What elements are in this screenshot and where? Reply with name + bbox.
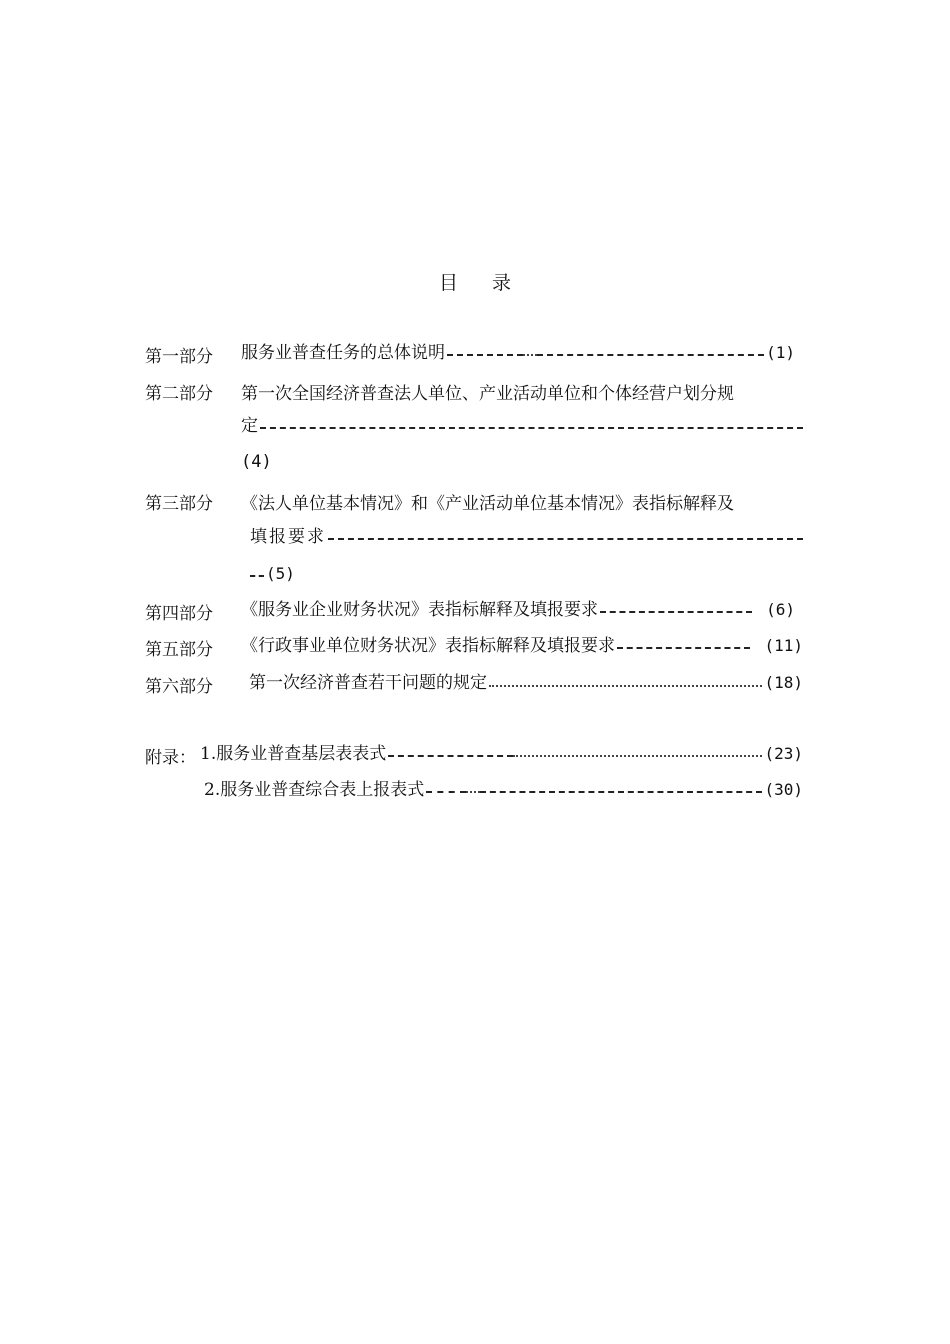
- toc-part-5-label: 第五部分: [145, 640, 213, 660]
- toc-entry-3-line3: [250, 563, 310, 585]
- toc-leader: [260, 427, 803, 429]
- toc-entry-2-text-line1: 第一次全国经济普查法人单位、产业活动单位和个体经营户划分规: [241, 384, 734, 404]
- toc-entry-6-text: 第一次经济普查若干问题的规定: [249, 673, 487, 693]
- appendix-entry-2-page: (30): [764, 780, 803, 799]
- toc-part-2-label: 第二部分: [145, 384, 213, 404]
- toc-leader: [617, 647, 750, 649]
- toc-entry-1-text: 服务业普查任务的总体说明: [241, 343, 445, 363]
- toc-entry-3-text-line2: 填报要求: [250, 527, 326, 547]
- toc-entry-2-page: (4): [241, 452, 272, 472]
- toc-entry-5: [241, 635, 803, 657]
- toc-part-3-label: 第三部分: [145, 494, 213, 514]
- toc-entry-2-line2: [241, 415, 805, 437]
- toc-entry-1-page: (1): [766, 343, 795, 362]
- appendix-entry-2: [204, 779, 803, 801]
- toc-entry-3-line2: [250, 526, 805, 548]
- toc-entry-4: [241, 599, 795, 621]
- toc-leader: [388, 755, 762, 757]
- toc-entry-4-page: (6): [766, 600, 795, 619]
- toc-part-1-label: 第一部分: [145, 347, 213, 367]
- appendix-label: 附录：: [145, 748, 196, 768]
- appendix-entry-2-text: 2.服务业普查综合表上报表式: [204, 780, 425, 800]
- toc-entry-6-page: (18): [764, 673, 803, 692]
- toc-part-4-label: 第四部分: [145, 604, 213, 624]
- toc-leader: [489, 685, 762, 687]
- toc-part-6-label: 第六部分: [145, 677, 213, 697]
- appendix-entry-1-page: (23): [764, 744, 803, 763]
- toc-leader: [447, 354, 764, 356]
- toc-title: 目录: [438, 272, 545, 294]
- toc-entry-4-text: 《服务业企业财务状况》表指标解释及填报要求: [241, 600, 598, 620]
- toc-entry-6: [249, 672, 803, 694]
- toc-leader: [328, 538, 803, 540]
- toc-entry-3-page: (5): [266, 564, 295, 583]
- appendix-entry-1: [200, 743, 803, 765]
- toc-leader: [250, 575, 264, 577]
- toc-entry-2-text-line2: 定: [241, 416, 258, 436]
- toc-leader: [600, 611, 752, 613]
- appendix-entry-1-text: 1.服务业普查基层表表式: [200, 744, 387, 764]
- toc-leader: [426, 791, 762, 793]
- toc-entry-1: [241, 342, 795, 364]
- toc-entry-5-page: (11): [764, 636, 803, 655]
- toc-entry-5-text: 《行政事业单位财务状况》表指标解释及填报要求: [241, 636, 615, 656]
- toc-entry-3-text-line1: 《法人单位基本情况》和《产业活动单位基本情况》表指标解释及: [241, 494, 734, 514]
